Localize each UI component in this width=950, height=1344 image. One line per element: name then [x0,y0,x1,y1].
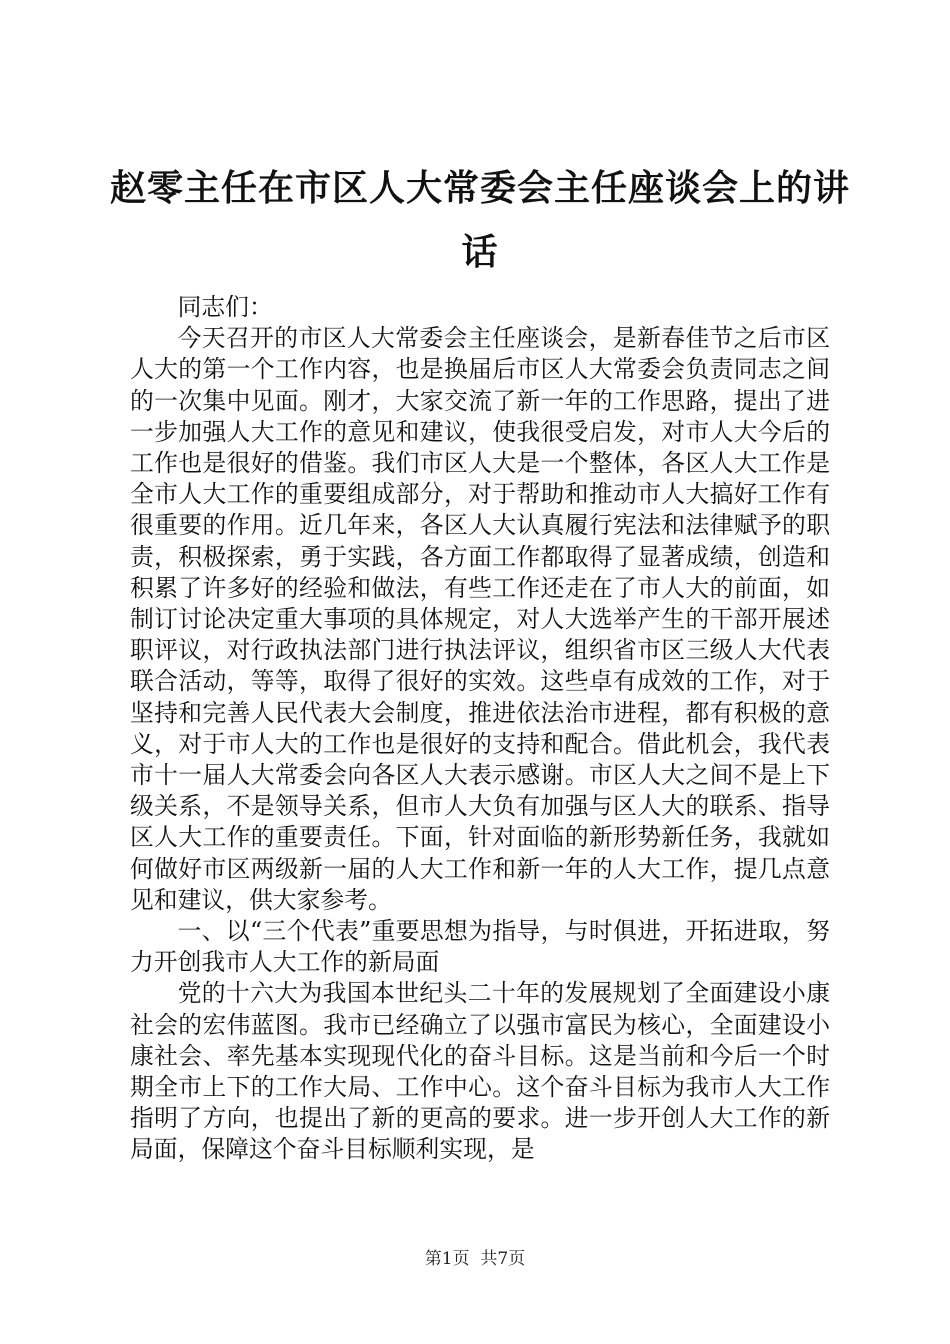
footer-separator [470,1249,481,1269]
document-title: 赵零主任在市区人大常委会主任座谈会上的讲话 [110,167,851,273]
section-heading: 一、以“三个代表”重要思想为指导，与时俱进，开拓进取，努力开创我市人大工作的新局面 [130,917,830,977]
page-total: 共7页 [480,1249,526,1269]
document-body [130,292,830,1166]
body-paragraph: 今天召开的市区人大常委会主任座谈会，是新春佳节之后市区人大的第一个工作内容，也是换届后市区人大常委会负责同志之间的一次集中见面。刚才，大家交流了新一年的工作思路，提出了进一步加强人大工作的意见和建议，使我很受启发，对市人大今后的工作也是很好的借鉴。我们市区人大是一个整体，各区人大工作是全市人大工作的重要组成部分，对于帮助和推动市人大搞好工作有很重要的作用。近几年来，各区人大认真履行宪法和法律赋予的职责，积极探索，勇于实践，各方面工作都取得了显著成绩，创造和积累了许多好的经验和做法，有些工作还走在了市人大的前面，如制订讨论决定重大事项的具体规定，对人大选举产生的干部开展述职评议，对行政执法部门进行执法评议，组织省市区三级人大代表联合活动，等等，取得了很好的实效。这些卓有成效的工作，对于坚持和完善人民代表大会制度，推进依法治市进程，都有积极的意义，对于市人大的工作也是很好的支持和配合。借此机会，我代表市十一届人大常委会向各区人大表示感谢。市区人大之间不是上下级关系，不是领导关系，但市人大负有加强与区人大的联系、指导区人大工作的重要责任。下面，针对面临的新形势新任务，我就如何做好市区两级新一届的人大工作和新一年的人大工作，提几点意见和建议，供大家参考。 [130,324,830,914]
page-footer [0,1244,950,1269]
salutation-paragraph: 同志们： [177,293,273,321]
body-paragraph: 党的十六大为我国本世纪头二十年的发展规划了全面建设小康社会的宏伟蓝图。我市已经确立了以强市富民为核心，全面建设小康社会、率先基本实现现代化的奋斗目标。这是当前和今后一个时期全市上下的工作大局、工作中心。这个奋斗目标为我市人大工作指明了方向，也提出了新的更高的要求。进一步开创人大工作的新局面，保障这个奋斗目标顺利实现，是 [130,979,830,1164]
page-number: 第1页 [424,1249,470,1269]
